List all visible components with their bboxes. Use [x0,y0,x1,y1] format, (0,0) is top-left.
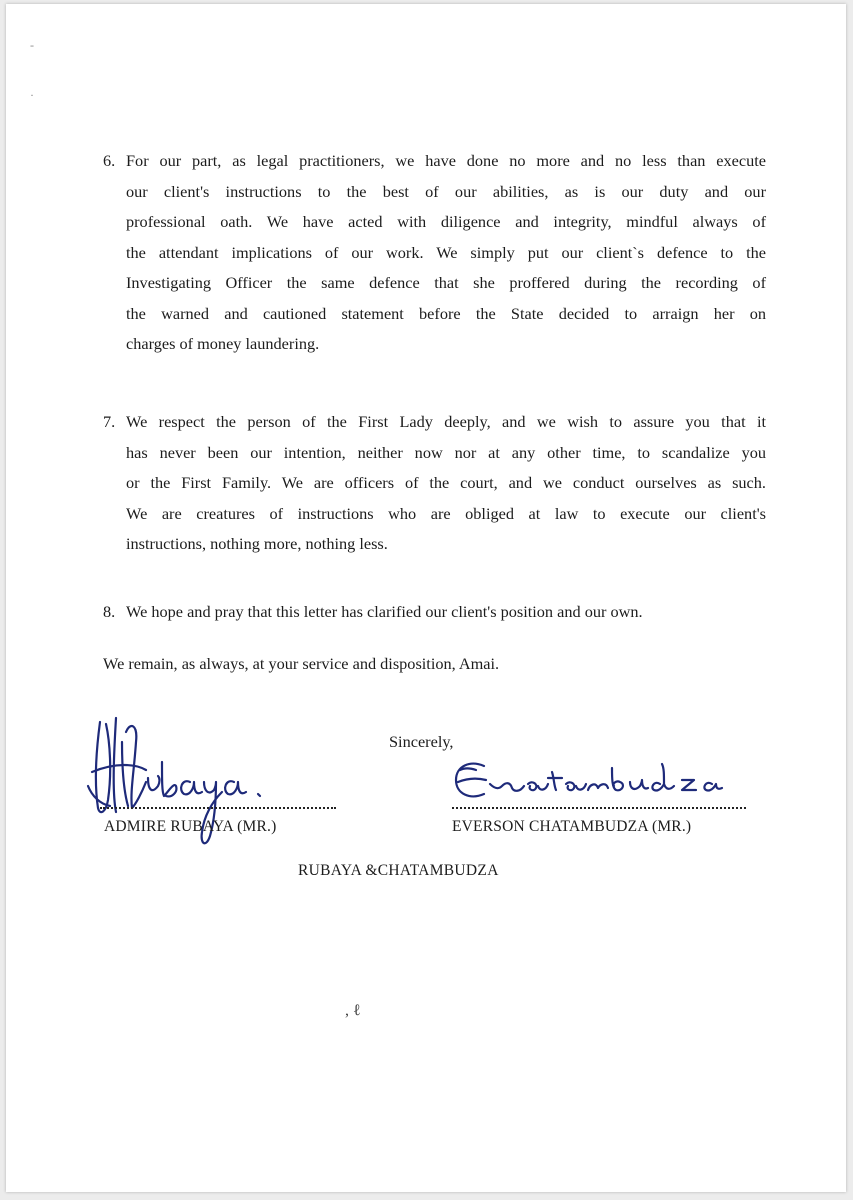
paragraph-7-line: has never been our intention, neither now nor at any other time, to scandalize you [126,442,766,462]
paragraph-6-line: our client's instructions to the best of our abilities, as is our duty and our [126,181,766,201]
paragraph-7 [126,407,766,560]
chatambudza-signature [450,758,750,808]
scan-speck: - [30,38,34,52]
paragraph-7-line: instructions, nothing more, nothing less. [126,534,388,553]
scan-speck: · [30,88,34,102]
signatory-rubaya-name: ADMIRE RUBAYA (MR.) [104,818,277,835]
closing-line: We remain, as always, at your service and disposition, Amai. [103,654,500,673]
paragraph-7-line: We are creatures of instructions who are obliged at law to execute our client's [126,503,766,523]
paragraph-6-line: professional oath. We have acted with diligence and integrity, mindful always of [126,212,766,231]
sign-off: Sincerely, [389,732,454,751]
paragraph-8-line: We hope and pray that this letter has clarified our client's position and our own. [126,602,643,621]
paragraph-6-line: For our part, as legal practitioners, we have done no more and no less than execute [126,151,766,170]
paragraph-7-number: 7. [103,412,116,431]
paragraph-7-line: We respect the person of the First Lady deeply, and we wish to assure you that it [126,412,766,431]
paragraph-6 [126,146,766,360]
paragraph-6-line: the warned and cautioned statement before the State decided to arraign her on [126,303,766,323]
rubaya-signature-line [100,807,336,809]
paragraph-6-line: charges of money laundering. [126,334,320,353]
paragraph-8-number: 8. [103,602,116,621]
paragraph-6-line: the attendant implications of our work. We simply put our client`s defence to the [126,242,766,262]
paragraph-6-number: 6. [103,151,116,170]
signatory-chatambudza-name: EVERSON CHATAMBUDZA (MR.) [452,818,692,835]
chatambudza-signature-line [452,807,746,809]
scan-speck: , ℓ [345,1002,361,1019]
paragraph-8 [126,597,766,628]
firm-name: RUBAYA &CHATAMBUDZA [298,862,499,879]
paragraph-7-line: or the First Family. We are officers of the court, and we conduct ourselves as such. [126,473,766,492]
rubaya-signature [86,712,286,862]
paragraph-6-line: Investigating Officer the same defence that she proffered during the recording of [126,273,766,292]
